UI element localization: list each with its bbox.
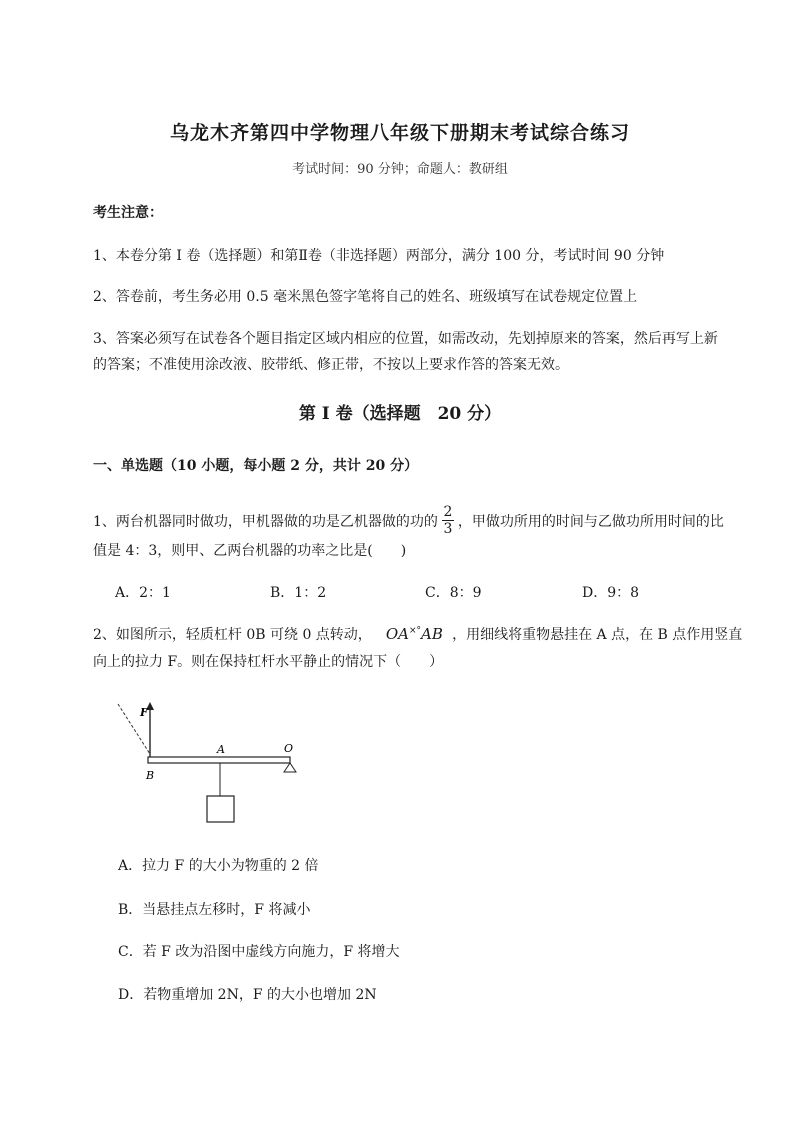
question-2-text-after: ，用细线将重物悬挂在 A 点，在 B 点作用竖直 xyxy=(452,627,743,643)
document-subtitle: 考试时间：90 分钟；命题人：教研组 xyxy=(292,162,508,177)
question-1-option-b[interactable]: B．1：2 xyxy=(270,585,327,601)
label-o: O xyxy=(284,742,294,755)
question-2-option-d[interactable]: D．若物重增加 2N，F 的大小也增加 2N xyxy=(118,987,377,1003)
lever-figure xyxy=(110,700,310,830)
notice-item-3-line-1: 3、答案必须写在试卷各个题目指定区域内相应的位置，如需改动，先划掉原来的答案，然后再写上新 xyxy=(93,331,718,347)
question-2-option-a[interactable]: A．拉力 F 的大小为物重的 2 倍 xyxy=(118,858,319,874)
label-a: A xyxy=(217,743,225,756)
notice-item-1: 1、本卷分第 I 卷（选择题）和第Ⅱ卷（非选择题）两部分，满分 100 分，考试时间 90 分钟 xyxy=(93,248,665,264)
question-2-option-c[interactable]: C．若 F 改为沿图中虚线方向施力，F 将增大 xyxy=(118,944,400,960)
question-2-text-before: 2、如图所示，轻质杠杆 0B 可绕 0 点转动， xyxy=(93,627,372,643)
question-1-text-before: 1、两台机器同时做功，甲机器做的功是乙机器做的功的 xyxy=(93,513,438,530)
notice-item-2: 2、答卷前，考生务必用 0.5 毫米黑色签字笔将自己的姓名、班级填写在试卷规定位置上 xyxy=(93,289,638,305)
fraction xyxy=(442,504,454,537)
question-1-line-2: 值是 4：3，则甲、乙两台机器的功率之比是( ) xyxy=(93,543,407,559)
math-expression xyxy=(376,625,447,643)
math-symbol: ×° xyxy=(408,626,421,636)
math-oa: OA xyxy=(385,625,409,643)
fraction-numerator: 2 xyxy=(443,504,453,520)
question-1-option-d[interactable]: D．9：8 xyxy=(582,585,640,601)
notice-item-3-line-2: 的答案；不准使用涂改液、胶带纸、修正带，不按以上要求作答的答案无效。 xyxy=(93,357,569,373)
question-1-option-c[interactable]: C．8：9 xyxy=(425,585,482,601)
question-2-line-1 xyxy=(93,624,742,644)
question-2-line-2: 向上的拉力 F。则在保持杠杆水平静止的情况下（ ） xyxy=(93,654,444,670)
document-title: 乌龙木齐第四中学物理八年级下册期末考试综合练习 xyxy=(169,122,630,144)
label-b: B xyxy=(146,769,155,782)
part-title: 一、单选题（10 小题，每小题 2 分，共计 20 分） xyxy=(93,458,419,474)
question-1-text-after: ，甲做功所用的时间与乙做功所用时间的比 xyxy=(457,513,724,530)
pivot-support xyxy=(284,763,296,772)
lever-bar xyxy=(148,757,290,763)
weight-block xyxy=(207,796,234,822)
math-ab: AB xyxy=(421,625,443,643)
section-title: 第 I 卷（选择题 20 分） xyxy=(298,404,502,424)
notice-heading: 考生注意： xyxy=(93,205,163,221)
label-f: F xyxy=(140,706,148,719)
question-2-option-b[interactable]: B．当悬挂点左移时，F 将减小 xyxy=(118,902,311,918)
question-1-line-1 xyxy=(93,504,724,537)
fraction-denominator: 3 xyxy=(443,521,453,537)
question-1-option-a[interactable]: A．2：1 xyxy=(115,585,171,601)
